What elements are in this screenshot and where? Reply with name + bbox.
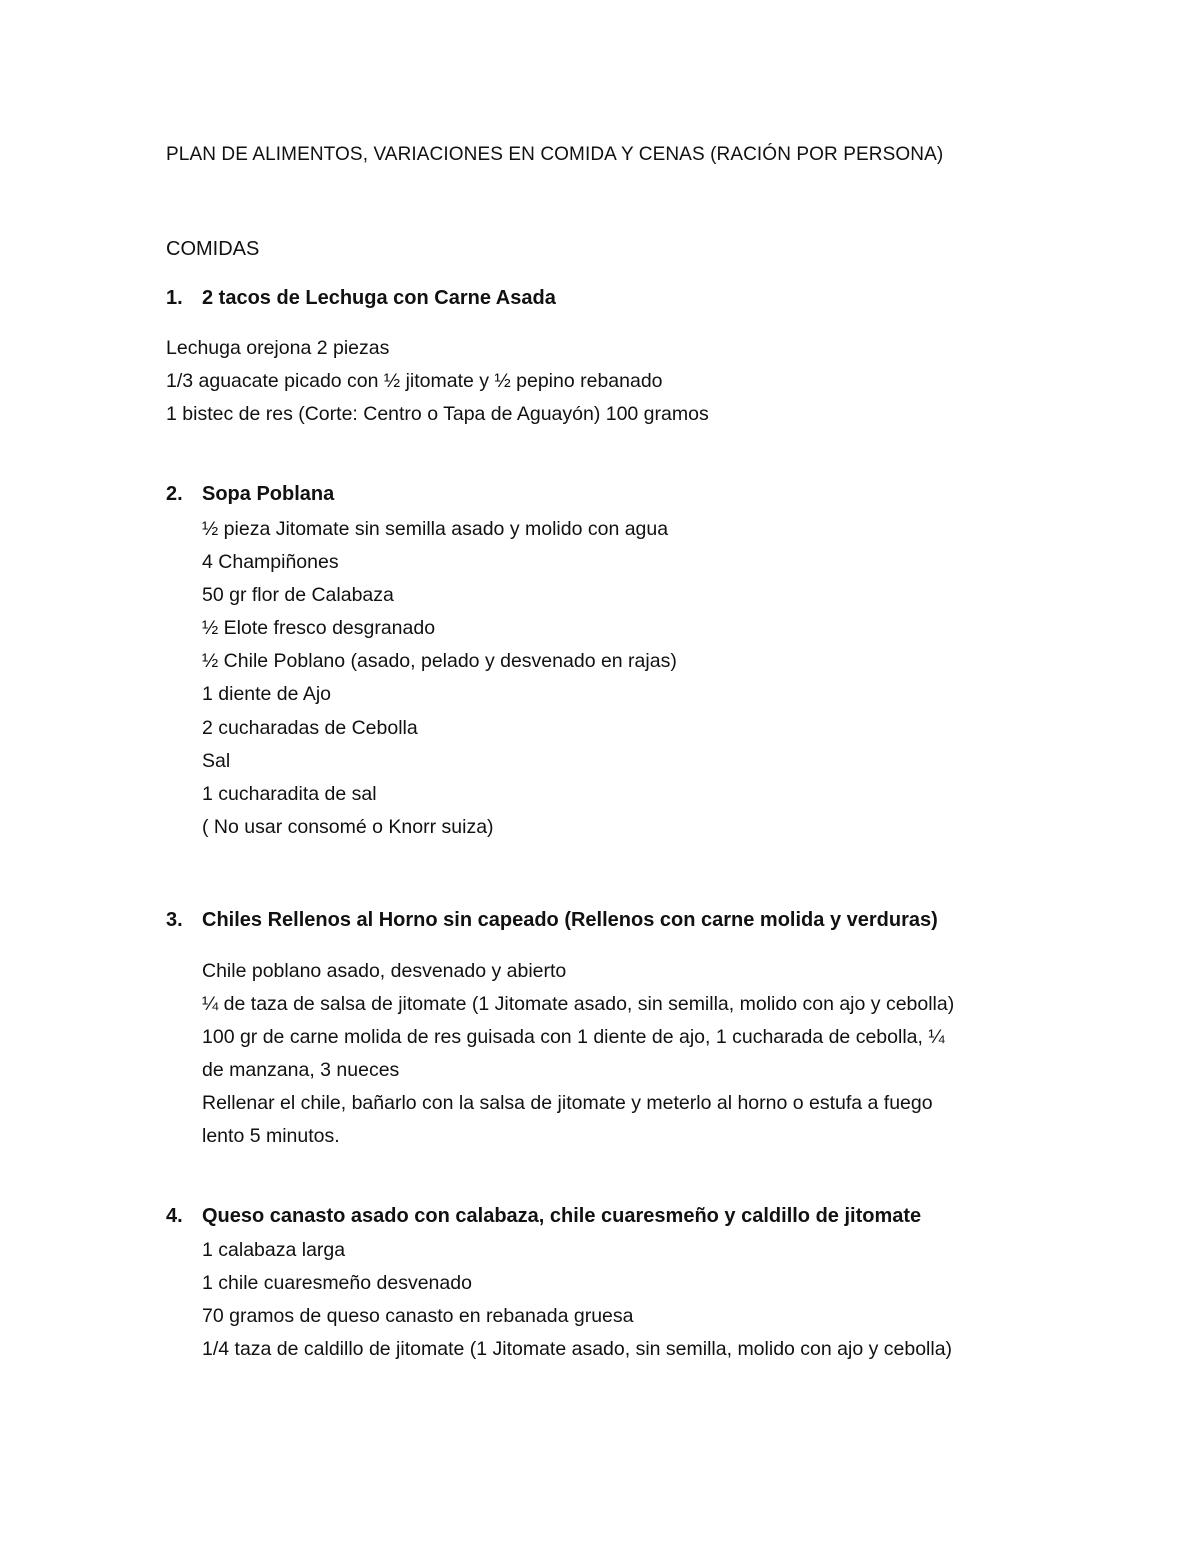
recipe-3-number: 3. <box>166 909 183 931</box>
ingredient-line: 4 Champiñones <box>202 551 339 574</box>
recipe-3-ingredients <box>202 955 954 1154</box>
ingredient-line: ¼ de taza de salsa de jitomate (1 Jitomate asado, sin semilla, molido con ajo y cebolla) <box>202 993 955 1016</box>
recipe-4-ingredients <box>202 1234 952 1366</box>
ingredient-line: lento 5 minutos. <box>202 1125 340 1148</box>
recipe-2-name: Sopa Poblana <box>202 483 335 505</box>
ingredient-line: 2 cucharadas de Cebolla <box>202 716 418 739</box>
recipe-4-number: 4. <box>166 1205 183 1227</box>
ingredient-line: 70 gramos de queso canasto en rebanada gruesa <box>202 1305 634 1328</box>
ingredient-line: 1 chile cuaresmeño desvenado <box>202 1272 472 1295</box>
recipe-3-heading <box>166 909 938 932</box>
ingredient-line: ½ Chile Poblano (asado, pelado y desvenado en rajas) <box>202 650 677 673</box>
ingredient-line: de manzana, 3 nueces <box>202 1059 400 1082</box>
ingredient-line: Rellenar el chile, bañarlo con la salsa de jitomate y meterlo al horno o estufa a fuego <box>202 1092 933 1115</box>
recipe-1-ingredients <box>166 332 709 431</box>
recipe-3-name: Chiles Rellenos al Horno sin capeado (Rellenos con carne molida y verduras) <box>202 909 938 931</box>
ingredient-line: Chile poblano asado, desvenado y abierto <box>202 960 567 982</box>
recipe-2-ingredients <box>202 513 677 844</box>
ingredient-line: 100 gr de carne molida de res guisada con 1 diente de ajo, 1 cucharada de cebolla, ¼ <box>202 1026 945 1049</box>
document-title: PLAN DE ALIMENTOS, VARIACIONES EN COMIDA Y CENAS (RACIÓN POR PERSONA) <box>166 144 944 165</box>
ingredient-line: Lechuga orejona 2 piezas <box>166 337 390 359</box>
recipe-2-heading <box>166 483 334 506</box>
ingredient-line: ½ pieza Jitomate sin semilla asado y molido con agua <box>202 518 669 540</box>
ingredient-line: 50 gr flor de Calabaza <box>202 584 394 607</box>
recipe-1-heading <box>166 287 556 310</box>
ingredient-line: Sal <box>202 749 231 772</box>
recipe-4-heading <box>166 1205 921 1228</box>
recipe-1-name: 2 tacos de Lechuga con Carne Asada <box>202 287 556 309</box>
recipe-1-number: 1. <box>166 287 183 309</box>
recipe-2-number: 2. <box>166 483 183 505</box>
ingredient-line: ( No usar consomé o Knorr suiza) <box>202 815 494 838</box>
section-heading-comidas: COMIDAS <box>166 238 260 260</box>
ingredient-line: 1 diente de Ajo <box>202 683 332 706</box>
ingredient-line: ½ Elote fresco desgranado <box>202 617 436 640</box>
ingredient-line: 1/4 taza de caldillo de jitomate (1 Jitomate asado, sin semilla, molido con ajo y cebolla) <box>202 1338 953 1361</box>
ingredient-line: 1 calabaza larga <box>202 1239 346 1261</box>
ingredient-line: 1/3 aguacate picado con ½ jitomate y ½ pepino rebanado <box>166 370 663 393</box>
ingredient-line: 1 bistec de res (Corte: Centro o Tapa de Aguayón) 100 gramos <box>166 403 709 426</box>
ingredient-line: 1 cucharadita de sal <box>202 782 377 805</box>
recipe-4-name: Queso canasto asado con calabaza, chile cuaresmeño y caldillo de jitomate <box>202 1205 922 1227</box>
